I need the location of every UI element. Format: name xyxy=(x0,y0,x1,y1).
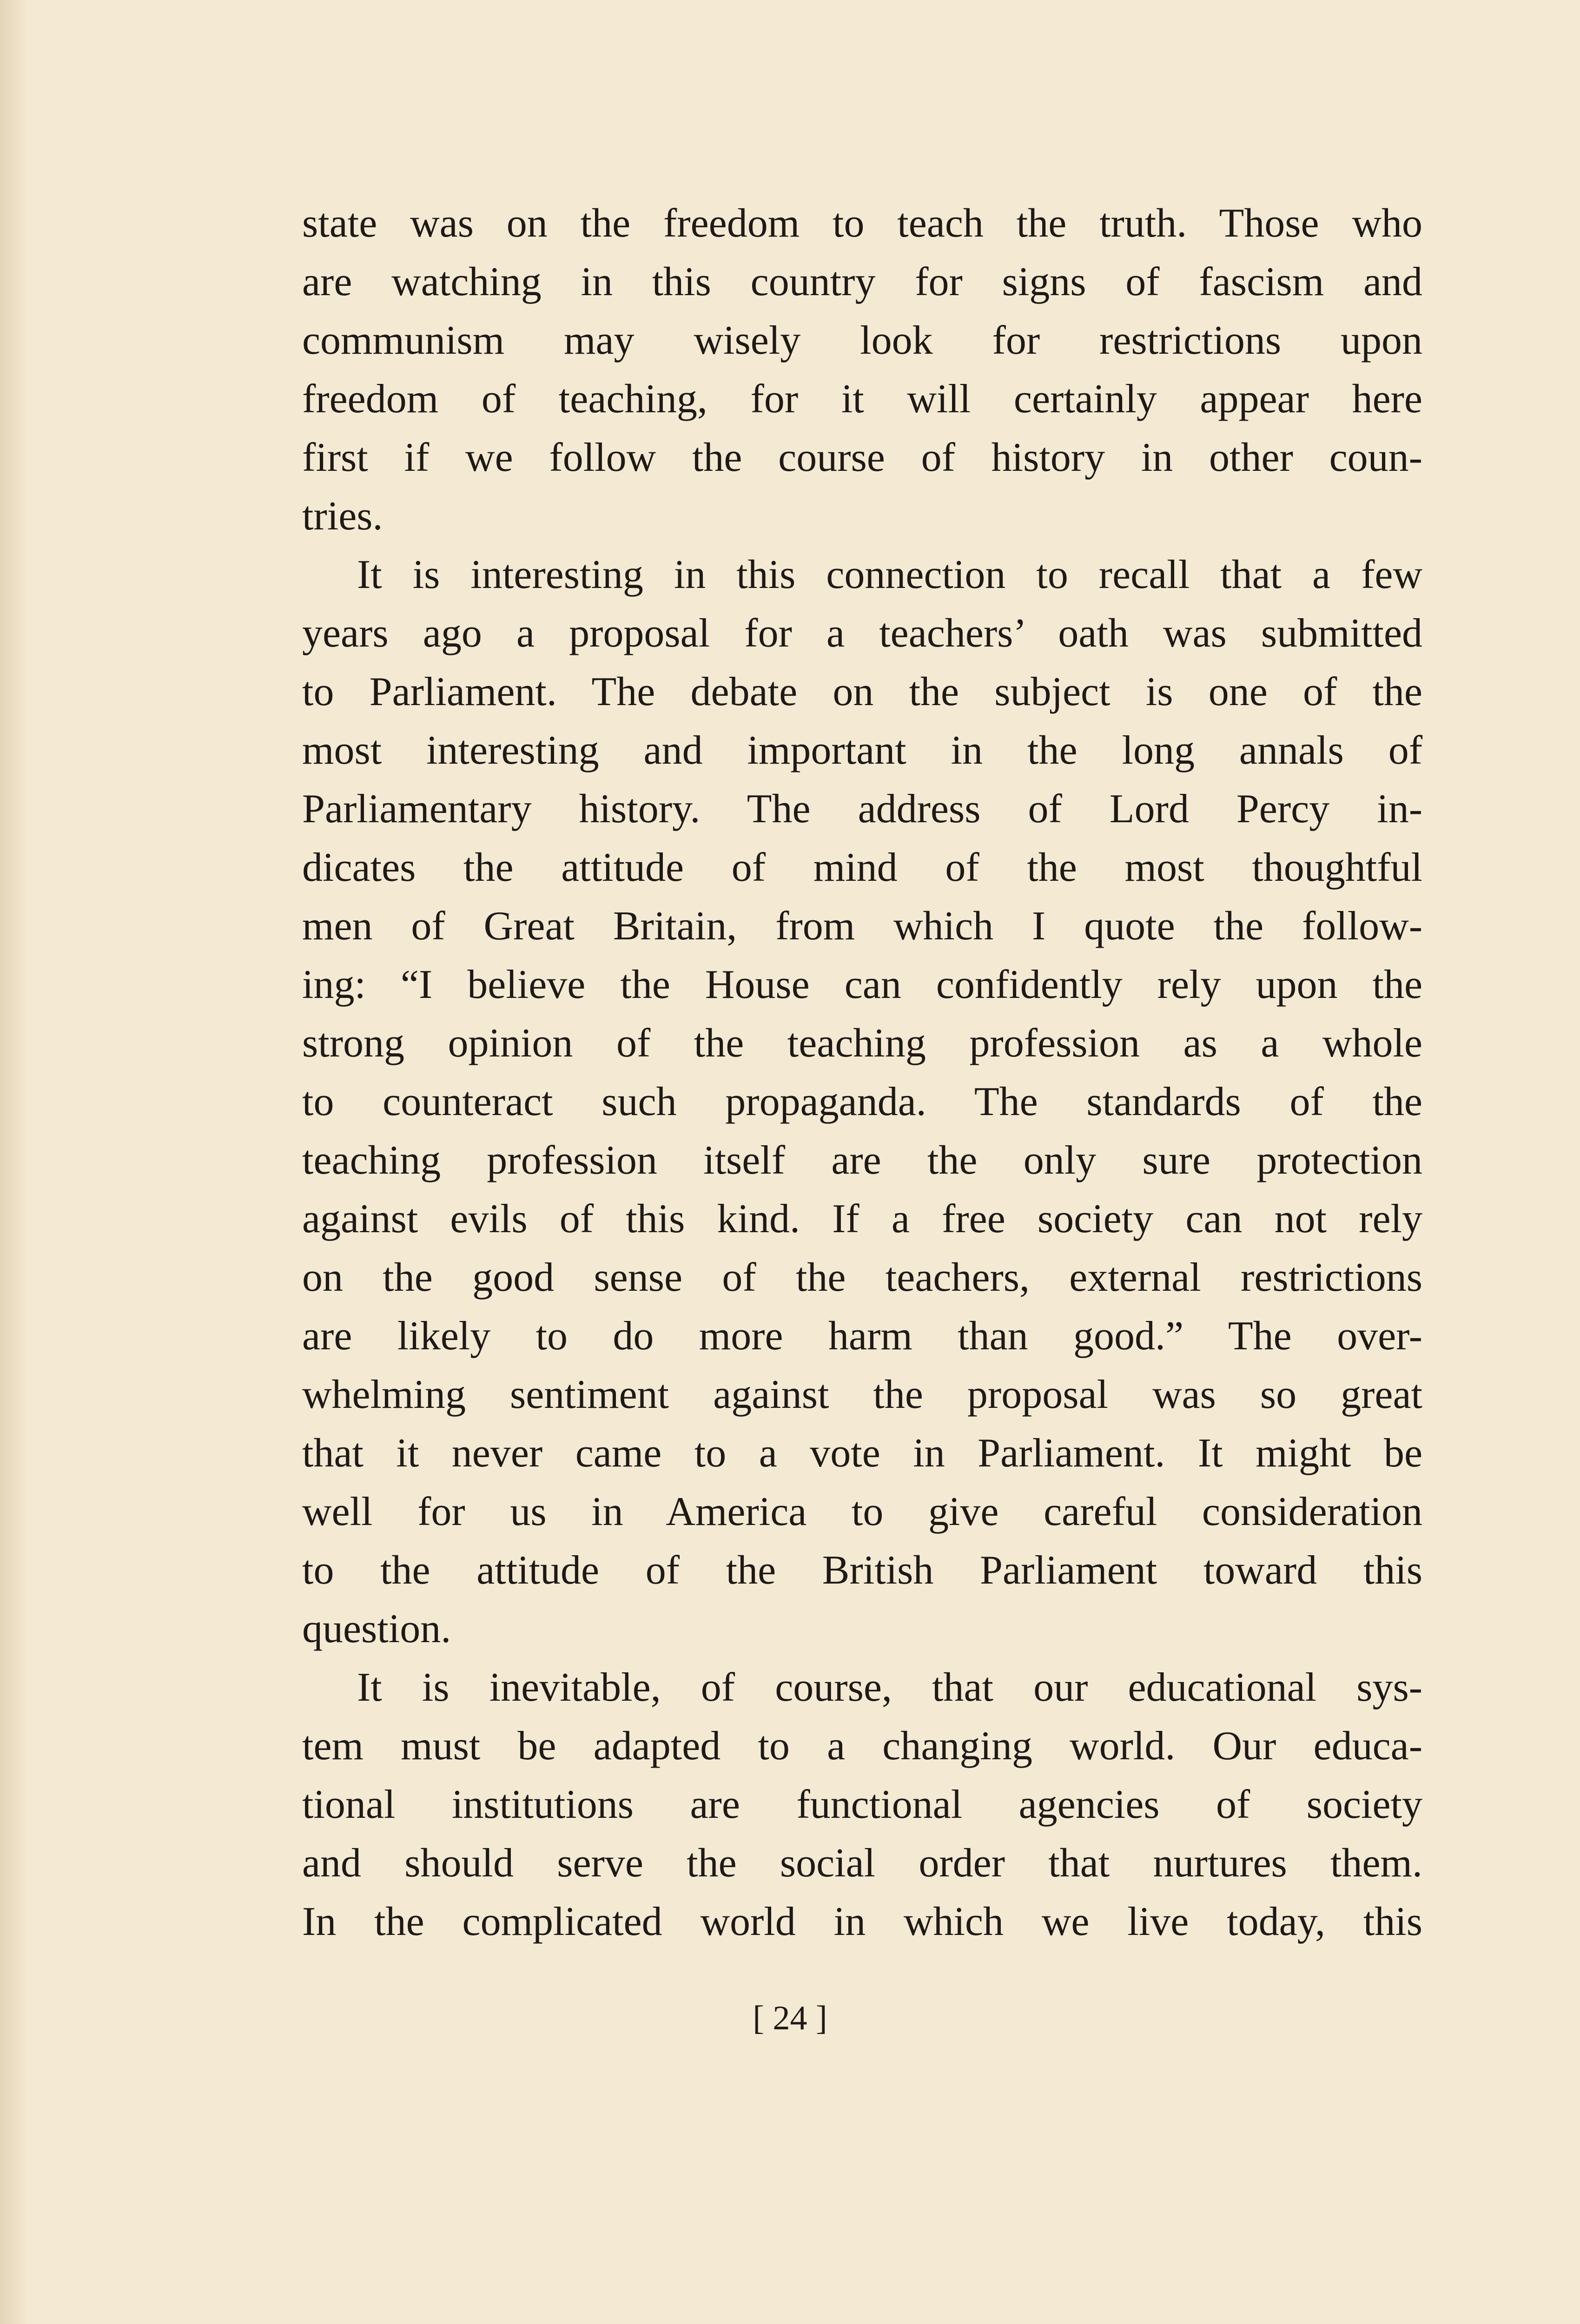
text-line: on the good sense of the teachers, external restrictions xyxy=(302,1255,1422,1300)
text-line: tional institutions are functional agencies of society xyxy=(302,1782,1422,1827)
text-line: strong opinion of the teaching profession as a whole xyxy=(302,1021,1422,1066)
paragraph-3 xyxy=(302,1658,1422,1951)
text-line: dicates the attitude of mind of the most thoughtful xyxy=(302,845,1422,890)
text-line: ing: “I believe the House can confidently rely upon the xyxy=(302,962,1422,1007)
text-line: years ago a proposal for a teachers’ oath was submitted xyxy=(302,611,1422,656)
paragraph-1 xyxy=(302,194,1422,546)
text-line: against evils of this kind. If a free society can not rely xyxy=(302,1196,1422,1241)
text-line: to the attitude of the British Parliament toward this xyxy=(302,1548,1422,1593)
text-line: communism may wisely look for restrictions upon xyxy=(302,318,1422,363)
text-line: first if we follow the course of history in other coun- xyxy=(302,435,1422,480)
text-line: tries. xyxy=(302,494,383,539)
text-line: that it never came to a vote in Parliament. It might be xyxy=(302,1431,1422,1476)
text-line: to counteract such propaganda. The standards of the xyxy=(302,1079,1422,1124)
text-line: It is interesting in this connection to recall that a few xyxy=(357,552,1422,597)
text-line: are watching in this country for signs of fascism and xyxy=(302,259,1422,304)
text-line: question. xyxy=(302,1606,451,1651)
page-number: [ 24 ] xyxy=(753,1999,827,2037)
text-line: whelming sentiment against the proposal was so great xyxy=(302,1372,1422,1417)
text-line: to Parliament. The debate on the subject is one of the xyxy=(302,669,1422,714)
text-line: are likely to do more harm than good.” The over- xyxy=(302,1314,1422,1359)
text-line: and should serve the social order that nurtures them. xyxy=(302,1841,1422,1886)
text-line: most interesting and important in the long annals of xyxy=(302,728,1422,773)
text-line: freedom of teaching, for it will certainly appear here xyxy=(302,376,1422,422)
page-gutter-shadow xyxy=(0,0,28,2324)
body-text xyxy=(302,194,1422,1951)
text-line: tem must be adapted to a changing world. Our educa- xyxy=(302,1723,1422,1769)
text-line: men of Great Britain, from which I quote the follow- xyxy=(302,904,1422,949)
paragraph-2 xyxy=(302,546,1422,1658)
text-line: Parliamentary history. The address of Lord Percy in- xyxy=(302,786,1422,832)
text-line: It is inevitable, of course, that our educational sys- xyxy=(357,1665,1422,1710)
text-line: state was on the freedom to teach the truth. Those who xyxy=(302,201,1422,246)
text-line: In the complicated world in which we live today, this xyxy=(302,1899,1422,1944)
text-line: teaching profession itself are the only sure protection xyxy=(302,1138,1422,1183)
text-line: well for us in America to give careful consideration xyxy=(302,1489,1422,1534)
